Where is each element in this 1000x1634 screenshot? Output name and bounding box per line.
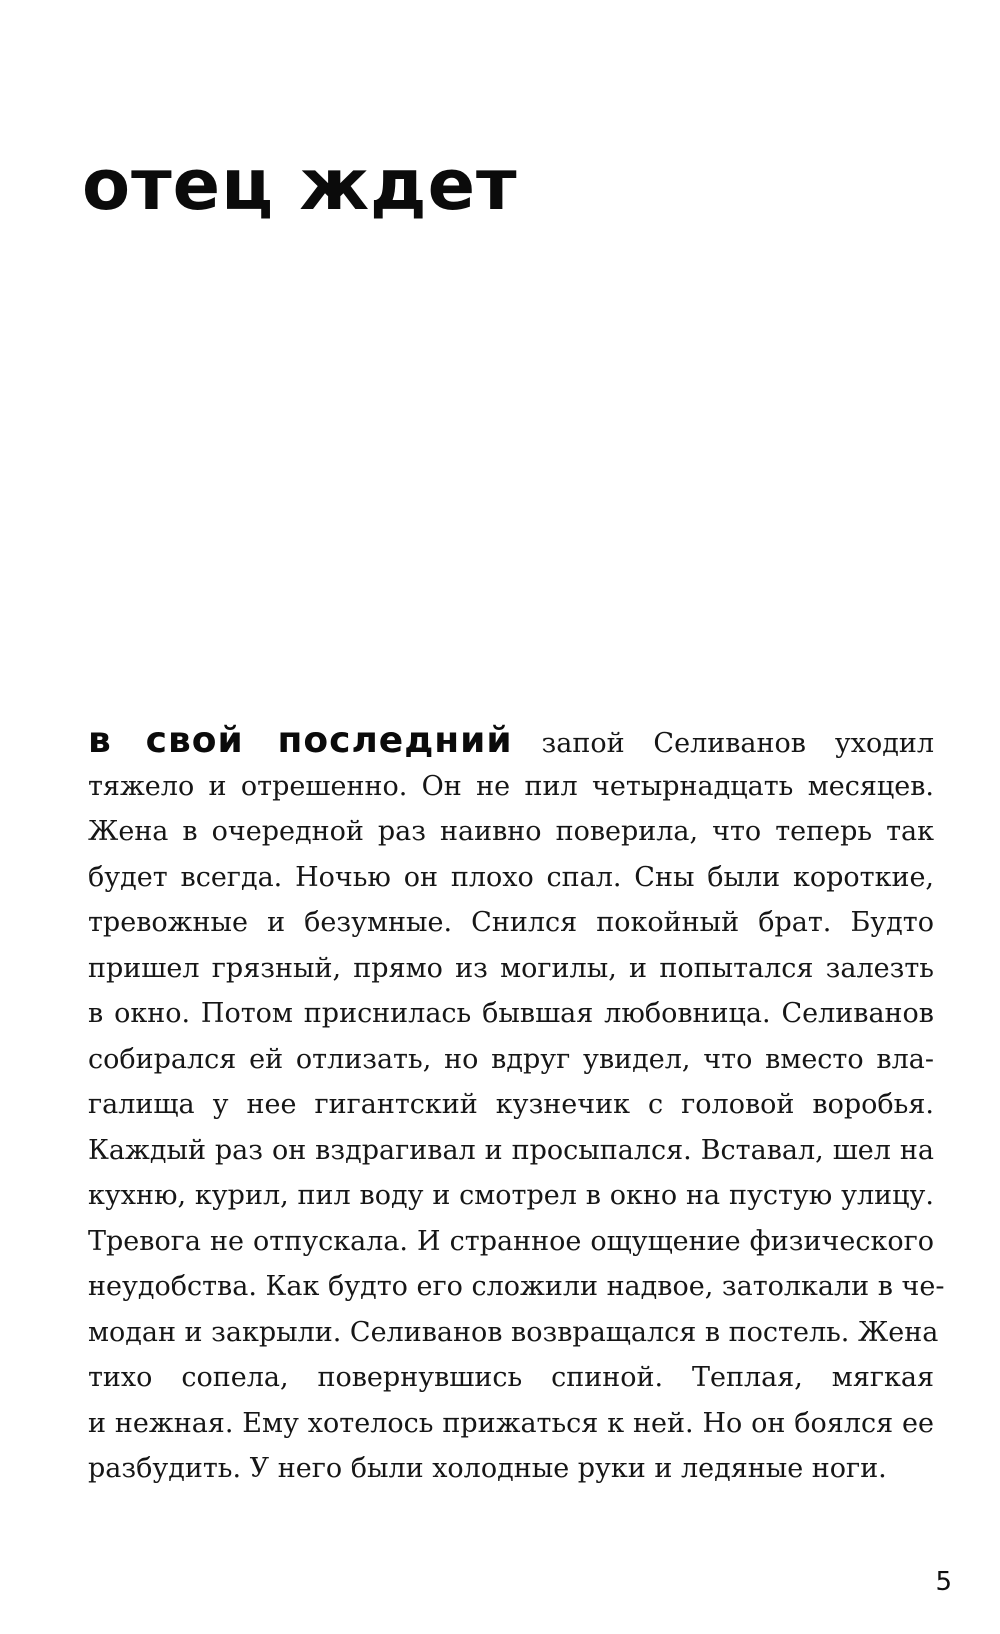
paragraph-line: и нежная. Ему хотелось прижаться к ней. Но он боялся ее [88, 1407, 934, 1439]
paragraph-line: тревожные и безумные. Снился покойный брат. Будто [88, 907, 934, 938]
paragraph-line: в окно. Потом приснилась бывшая любовница. Селиванов [88, 998, 934, 1029]
paragraph-line: будет всегда. Ночью он плохо спал. Сны были короткие, [88, 861, 934, 893]
paragraph-line: пришел грязный, прямо из могилы, и попытался залезть [88, 952, 934, 984]
paragraph-line: Жена в очередной раз наивно поверила, что теперь так [88, 816, 934, 847]
paragraph-line: галища у нее гигантский кузнечик с головой воробья. [88, 1089, 934, 1120]
chapter-title: отец ждет [82, 144, 518, 226]
chapter-body [88, 718, 945, 1492]
page-number: 5 [935, 1567, 952, 1597]
paragraph-line [88, 718, 934, 764]
paragraph-line: разбудить. У него были холодные руки и ледяные ноги. [88, 1453, 887, 1484]
paragraph-line: кухню, курил, пил воду и смотрел в окно на пустую улицу. [88, 1180, 934, 1211]
paragraph-line: тяжело и отрешенно. Он не пил четырнадцать месяцев. [88, 770, 934, 802]
paragraph-line: собирался ей отлизать, но вдруг увидел, что вместо вла- [88, 1043, 934, 1075]
first-line-text: запой Селиванов уходил [541, 728, 934, 759]
paragraph-line: неудобства. Как будто его сложили надвое, затолкали в че- [88, 1271, 945, 1302]
paragraph-line: Каждый раз он вздрагивал и просыпался. Вставал, шел на [88, 1134, 934, 1166]
paragraph-line: Тревога не отпускала. И странное ощущение физического [88, 1225, 934, 1257]
paragraph-line: модан и закрыли. Селиванов возвращался в постель. Жена [88, 1316, 939, 1348]
lead-in-words: в свой последний [88, 720, 513, 761]
paragraph-line: тихо сопела, повернувшись спиной. Теплая, мягкая [88, 1362, 934, 1393]
